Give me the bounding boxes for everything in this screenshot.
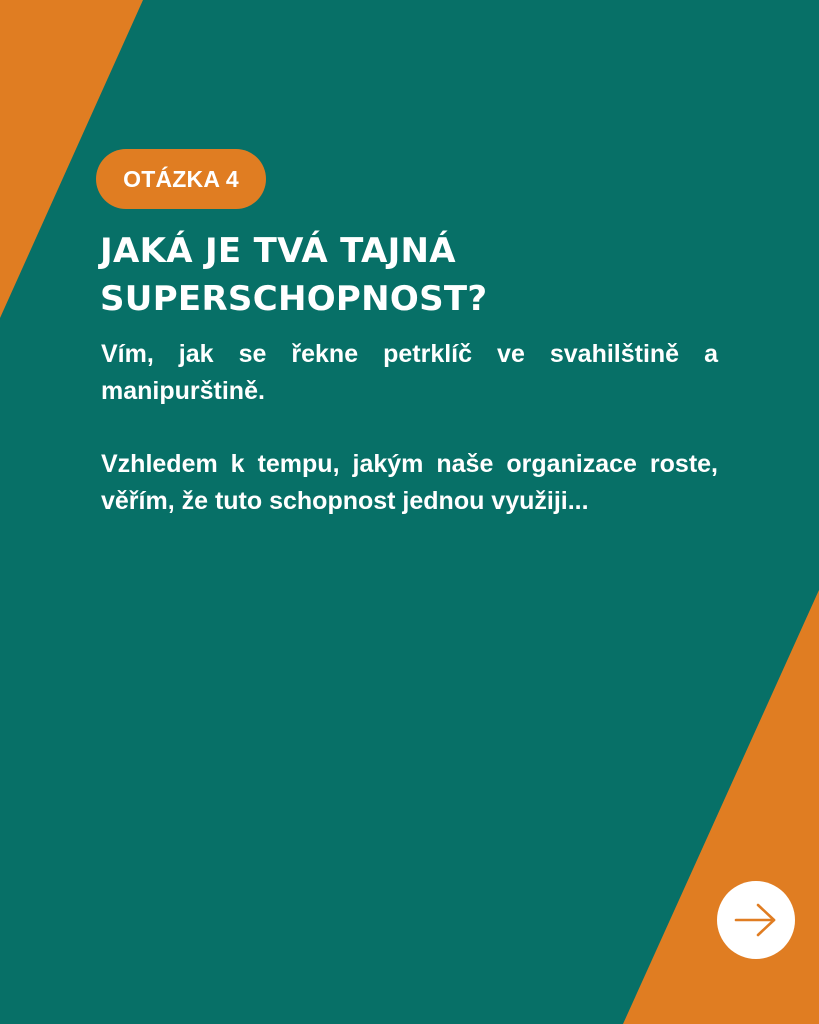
answer-text: [101, 336, 718, 520]
answer-paragraph-2: Vzhledem k tempu, jakým naše organizace roste, věřím, že tuto schopnost jednou využiji...: [101, 450, 718, 515]
question-number-badge: OTÁZKA 4: [96, 149, 266, 209]
question-title-line-1: JAKÁ JE TVÁ TAJNÁ: [100, 231, 456, 271]
bottom-right-accent-shape: [623, 590, 819, 1024]
answer-paragraph-1: Vím, jak se řekne petrklíč ve svahilštině a manipurštině.: [101, 340, 718, 405]
question-title: [100, 227, 740, 323]
question-title-line-2: SUPERSCHOPNOST?: [100, 279, 488, 319]
arrow-right-icon: [733, 900, 779, 940]
next-button[interactable]: [717, 881, 795, 959]
